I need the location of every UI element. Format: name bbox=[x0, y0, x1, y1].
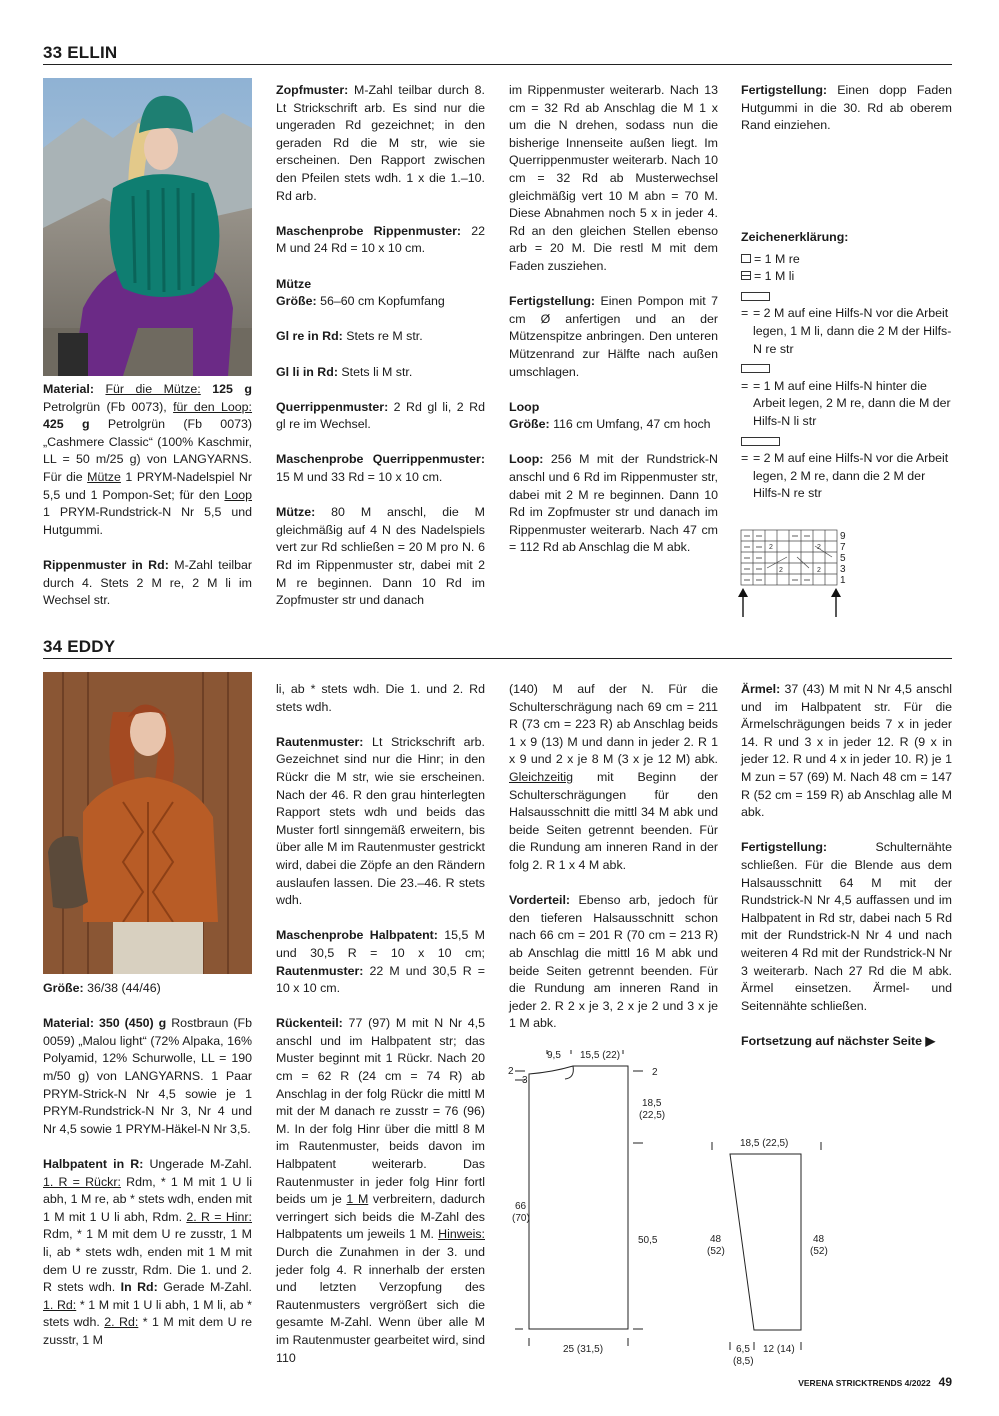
dim-label: (22,5) bbox=[639, 1110, 666, 1121]
vorder-label: Vorderteil: bbox=[509, 893, 571, 908]
text: Durch die Zunahmen in der 3. und jeder folg 4. R innerhalb der ersten und letzten Verzopfung des Rautenmusters vergrößert sich die gesamte M-Zahl. Wenn über alle M im Rautenmuster gearbeitet wird, sind 110 bbox=[276, 1245, 485, 1365]
ellin-col-2 bbox=[276, 82, 485, 627]
dim-label: (52) bbox=[810, 1246, 828, 1257]
text bbox=[94, 382, 106, 396]
chart-row-label: 1 bbox=[840, 575, 846, 586]
text: Lt Strickschrift arb. Gezeichnet sind nur die Hinr; in den Rückr die M str, wie sie erscheinen. Nach der 46. R den grau hinterlegten Rapport stets wdh und beids das Muster fortl sinngemäß erweitern, bis über alle M im Rautenmuster gestrickt wird, dabei die Zöpfe an den Rändern auslaufen lassen. Die 23.–46. R stets wdh. bbox=[276, 734, 485, 908]
dim-label: 12 (14) bbox=[763, 1344, 795, 1355]
text: M-Zahl teilbar durch 4. Stets 2 M re, 2 M li im Wechsel str. bbox=[43, 557, 252, 608]
text: M-Zahl teilbar durch 8. Lt Strickschrift arb. Es sind nur die ungeraden Rd gezeichnet; in den geraden Rd die M str, wie sie erscheinen. Den Rapport zwischen den Pfeilen stets wdh. 1 x die 1.–10. Rd arb. bbox=[276, 83, 485, 203]
legend-text: = 1 M auf eine Hilfs-N hinter die Arbeit legen, 2 M re, dann die M der Hilfs-N li str bbox=[753, 378, 951, 428]
underlined-term: 1. Rd: bbox=[43, 1297, 77, 1312]
text: Stets re M str. bbox=[342, 329, 423, 344]
eddy-photo bbox=[43, 672, 252, 974]
text: Einen dopp Faden Hutgummi in die 30. Rd ab oberem Rand einziehen. bbox=[741, 83, 952, 133]
text: 1 PRYM-Rundstrick-N Nr 5,5 und Hutgummi. bbox=[43, 505, 252, 537]
text: Petrolgrün (Fb 0073), bbox=[43, 399, 174, 414]
glli-label: Gl li in Rd: bbox=[276, 364, 338, 379]
dim-label: (70) bbox=[512, 1213, 530, 1224]
subheading: Mütze bbox=[276, 276, 312, 291]
text: 37 (43) M mit N Nr 4,5 anschl und im Halbpatent str. Für die Ärmelschrägungen beids 7 x in jeder 14. R und 3 x in jeder 12. R (9 x in jeder 12. R und 4 x in jeder 10. R) je 1 M zun = 57 (69) M. Nach 48 cm = 147 R (52 cm = 159 R) ab Anschlag alle M abk. bbox=[741, 682, 952, 820]
svg-text:2: 2 bbox=[779, 567, 783, 574]
section-rule bbox=[43, 64, 952, 65]
text: 36/38 (44/46) bbox=[83, 981, 161, 995]
text: 56–60 cm Kopfumfang bbox=[316, 294, 445, 309]
chart-row-label: 5 bbox=[840, 553, 846, 564]
probe-label: Maschenprobe Halbpatent: bbox=[276, 928, 438, 943]
text: mit Beginn der Schulterschrägungen für den Halsausschnitt die mittl 34 M abk und beide Seiten getrennt beenden. Für die Rundung am inneren Rand in der folg 2. R 1 x 4 M abk. bbox=[509, 769, 718, 872]
dim-label: 48 bbox=[813, 1234, 825, 1245]
text: Rostbraun (Fb 0059) „Malou light“ (72% Alpaka, 16% Polyamid, 12% Schurwolle, LL = 190 m/50 g) von LANGYARNS. 1 Paar PRYM-Strick-N Nr 4,5 sowie je 1 PRYM-Rundstrick-N Nr 3, Nr 4 und Nr 4,5 sowie 1 PRYM-Häkel-N Nr 3,5. bbox=[43, 1016, 253, 1136]
underlined-term: 1. R = Rückr: bbox=[43, 1174, 121, 1189]
dim-label: (8,5) bbox=[733, 1356, 754, 1367]
underlined-term: 2. Rd: bbox=[104, 1315, 139, 1330]
text: Stets li M str. bbox=[337, 364, 413, 379]
fertig-label: Fertigstellung: bbox=[509, 294, 596, 309]
text: Rdm, * 1 M mit 1 U li abh, 1 M re, ab * stets wdh, enden mit 1 M mit 1 U li abh, Rdm. bbox=[43, 1174, 252, 1224]
underlined-term: Loop bbox=[224, 487, 252, 502]
probe-label: Maschenprobe Rippenmuster: bbox=[276, 223, 462, 238]
probe-label: Rautenmuster: bbox=[276, 963, 364, 978]
amount: 125 g bbox=[200, 382, 252, 396]
underlined-term: Hinweis: bbox=[438, 1227, 485, 1242]
material-label: Material: 350 (450) g bbox=[43, 1016, 167, 1031]
dim-label: 15,5 (22) bbox=[580, 1050, 621, 1061]
text: 15 M und 33 Rd = 10 x 10 cm. bbox=[276, 470, 443, 485]
text: 2 Rd gl li, 2 Rd gl re im Wechsel. bbox=[276, 399, 485, 432]
text: 1 PRYM-Nadelspiel Nr 5,5 und 1 Pompon-Set; für den bbox=[43, 469, 252, 502]
text: 80 M anschl, die M gleichmäßig auf 4 N des Nadelspiels vert zur Rd schließen = 20 M pro N. 6 Rd im Rippenmuster str, dabei mit 2 M re beginnen. Dann 10 Rd im Zopfmuster str und danach bbox=[276, 505, 485, 608]
halb-label: Halbpatent in R: bbox=[43, 1156, 144, 1171]
eddy-col-4 bbox=[741, 681, 952, 1068]
text: * 1 M mit 1 U li abh, 1 M li, ab * stets wdh. bbox=[43, 1297, 252, 1330]
rippen-label: Rippenmuster in Rd: bbox=[43, 557, 169, 572]
text: Ungerade M-Zahl. bbox=[143, 1156, 252, 1171]
underlined-term: 1 M bbox=[346, 1192, 369, 1207]
ellin-photo bbox=[43, 78, 252, 376]
dim-label: 18,5 (22,5) bbox=[740, 1138, 789, 1149]
magazine-name: VERENA STRICKTRENDS 4/2022 bbox=[798, 1378, 931, 1388]
dim-label: 48 bbox=[710, 1234, 722, 1245]
chart-row-label: 9 bbox=[840, 531, 846, 542]
material-hat-label: Für die Mütze: bbox=[105, 382, 201, 396]
svg-text:2: 2 bbox=[817, 544, 821, 551]
material-loop-label: für den Loop: bbox=[173, 399, 253, 414]
legend-text: = 1 M li bbox=[754, 269, 795, 284]
dim-label: 2 bbox=[508, 1066, 514, 1077]
text: verbreitern, dadurch verringert sich beids die M-Zahl des Halbpatents um jeweils 1 M. bbox=[276, 1192, 485, 1242]
ellin-col-4 bbox=[741, 82, 952, 152]
legend-text: = 2 M auf eine Hilfs-N vor die Arbeit legen, 1 M li, dann die 2 M der Hilfs-N re str bbox=[753, 306, 952, 356]
text: 77 (97) M mit N Nr 4,5 anschl und im Halbpatent str; das Muster beginnt mit 1 Rückr. Nach 20 cm = 62 R (24 cm = 74 R) ab Anschlag in der folg Rückr die mittl M mit der M danach re zusstr = 76 (96) M. In der folg Hinr über die mittl 8 M im Rautenmuster, beids davon im Halbpatent weiterarb. Das Rautenmuster in jeder folg Hinr fortl beids um je bbox=[276, 1016, 485, 1207]
bold-term: In Rd: bbox=[120, 1280, 158, 1295]
text: * 1 M mit dem U re zusstr, 1 M bbox=[43, 1315, 253, 1347]
purl-stitch-symbol bbox=[741, 271, 751, 280]
amount: 425 g bbox=[43, 417, 90, 432]
dim-label: 50,5 bbox=[638, 1235, 658, 1246]
groesse-label: Größe: bbox=[276, 294, 317, 309]
quer-label: Querrippenmuster: bbox=[276, 399, 389, 414]
page-number: 49 bbox=[938, 1375, 952, 1389]
text: 256 M mit der Rundstrick-N anschl und 6 Rd im Rippenmuster str, dabei mit 2 M re beginnen. Dann 10 Rd im Zopfmuster str und danach im Rippenmuster weiterarb. Nach 47 cm = 112 Rd ab Anschlag die M abk. bbox=[509, 452, 718, 555]
text: 15,5 M und 30,5 R = 10 x 10 cm; bbox=[276, 928, 485, 960]
aermel-label: Ärmel: bbox=[741, 682, 781, 696]
muetze-label: Mütze: bbox=[276, 505, 316, 520]
rueck-label: Rückenteil: bbox=[276, 1016, 343, 1031]
svg-text:2: 2 bbox=[817, 567, 821, 574]
loop-label: Loop: bbox=[509, 452, 544, 467]
text: 22 M und 30,5 R = 10 x 10 cm. bbox=[276, 963, 485, 996]
cable-back-purl-symbol bbox=[741, 364, 770, 373]
underlined-term: 2. R = Hinr: bbox=[186, 1209, 252, 1224]
material-label: Material: bbox=[43, 382, 94, 396]
raute-label: Rautenmuster: bbox=[276, 734, 364, 749]
section-rule bbox=[43, 658, 952, 659]
eddy-col-3 bbox=[509, 681, 718, 1050]
chart-row-label: 3 bbox=[840, 564, 846, 575]
text: Ebenso arb, jedoch für den tieferen Halsausschnitt schon nach 66 cm = 201 R (70 cm = 213 R) ab Anschlag die mittl 16 M abk und beide Seiten getrennt beenden. Für die Rundung am inneren Rand in jeder 2. R 2 x je 3, 2 x je 2 und 3 x je 1 M abk. bbox=[509, 893, 718, 1031]
svg-text:2: 2 bbox=[769, 544, 773, 551]
dim-label: 66 bbox=[515, 1201, 527, 1212]
legend: Zeichenerklärung: = 1 M re = 1 M li = = 2 M auf eine Hilfs-N vor die Arbeit legen, 1 M li, dann die 2 M der Hilfs-N re str = = 1 M auf eine Hilfs-N hinter die Arbeit legen, 2 M re, dann die M der Hilfs-N li str = = 2 M auf eine Hilfs-N vor die Arbeit legen, 2 M re, dann die 2 M der Hilfs-N re str bbox=[741, 229, 952, 503]
eddy-col-1 bbox=[43, 980, 252, 1367]
legend-text: = 2 M auf eine Hilfs-N vor die Arbeit legen, 2 M re, dann die 2 M der Hilfs-N re str bbox=[753, 451, 949, 501]
probe2-label: Maschenprobe Querrippenmuster: bbox=[276, 452, 485, 467]
dim-label: (52) bbox=[707, 1246, 725, 1257]
legend-text: = 1 M re bbox=[754, 251, 800, 266]
dim-label: 25 (31,5) bbox=[563, 1344, 604, 1355]
ellin-knitting-chart bbox=[737, 527, 857, 619]
section-title-eddy: 34 EDDY bbox=[43, 637, 116, 656]
text: Gerade M-Zahl. bbox=[157, 1280, 252, 1295]
groesse-label: Größe: bbox=[43, 981, 84, 995]
ellin-col-3 bbox=[509, 82, 718, 575]
fertig-label: Fertigstellung: bbox=[741, 840, 828, 855]
subheading: Loop bbox=[509, 399, 540, 414]
text: (140) M auf der N. Für die Schulterschrägung nach 69 cm = 211 R (73 cm = 223 R) ab Anschlag beids 1 x 9 (13) M und dann in jeder 2. R 1 x 9 und 2 x je 8 M (3 x je 12 M) abk. bbox=[509, 682, 718, 767]
cable-front-purl-symbol bbox=[741, 292, 770, 301]
ellin-col-1 bbox=[43, 381, 252, 627]
text: Schulternähte schließen. Für die Blende aus dem Halsausschnitt 64 M mit der Rundstrick-N Nr 4,5 auffassen und im Halbpatent in Rd str, dabei nach 5 Rd mit der Rundstrick-N Nr 4 und nach weiteren 4 Rd mit der Rundstrick-N Nr 3 weiterarb. Nach 27 Rd die M abk. Ärmel einsetzen. Ärmel- und Seitennähte schließen. bbox=[741, 840, 952, 1013]
dim-label: 3 bbox=[522, 1075, 528, 1086]
footer bbox=[798, 1374, 952, 1393]
underlined-term: Gleichzeitig bbox=[509, 769, 574, 784]
cable-front-knit-symbol bbox=[741, 437, 780, 446]
zopf-label: Zopfmuster: bbox=[276, 83, 349, 97]
text: Einen Pompon mit 7 cm Ø anfertigen und an der Mützenspitze anbringen. Den unteren Mützenrand zur Hälfte nach außen umschlagen. bbox=[509, 294, 718, 379]
knit-stitch-symbol bbox=[741, 254, 751, 263]
section-title-ellin: 33 ELLIN bbox=[43, 43, 118, 62]
legend-heading: Zeichenerklärung: bbox=[741, 230, 849, 244]
fertig-label: Fertigstellung: bbox=[741, 83, 828, 97]
text: im Rippenmuster weiterarb. Nach 13 cm = 32 Rd ab Anschlag die M 1 x um die N drehen, sodass nun die bisherige Innenseite außen liegt. Im Querrippenmuster weiterarb. Nach 10 cm = 32 Rd ab Musterwechsel gleichmäßig vert 10 M abn = 70 M. Diese Abnahmen noch 5 x in jeder 4. Rd an den gleichen Stellen ebenso arb = 20 M. Die restl M mit dem Faden zusziehen. bbox=[509, 83, 718, 273]
continue-link[interactable]: Fortsetzung auf nächster Seite ▶ bbox=[741, 1033, 936, 1048]
dim-label: 6,5 bbox=[736, 1344, 750, 1355]
glre-label: Gl re in Rd: bbox=[276, 329, 343, 344]
body-schematic bbox=[505, 1038, 685, 1368]
sleeve-schematic bbox=[700, 1130, 835, 1370]
chart-row-label: 7 bbox=[840, 542, 846, 553]
text: Petrolgrün (Fb 0073) „Cashmere Classic“ (100% Kaschmir, LL = 50 m/25 g) von LANGYARNS. Für die bbox=[43, 417, 252, 484]
text: Rdm, * 1 M mit dem U re zusstr, 1 M li, ab * stets wdh, enden mit 1 M mit dem U re zusstr, Rdm. Die 1. und 2. R stets wdh. bbox=[43, 1227, 252, 1295]
text: 22 M und 24 Rd = 10 x 10 cm. bbox=[276, 223, 485, 256]
text: li, ab * stets wdh. Die 1. und 2. Rd stets wdh. bbox=[276, 682, 485, 714]
dim-label: 18,5 bbox=[642, 1098, 662, 1109]
text: 116 cm Umfang, 47 cm hoch bbox=[549, 417, 711, 432]
eddy-col-2 bbox=[276, 681, 485, 1385]
dim-label: 2 bbox=[652, 1067, 658, 1078]
groesse-label: Größe: bbox=[509, 417, 550, 432]
dim-label: 9,5 bbox=[547, 1050, 561, 1061]
underlined-term: Mütze bbox=[87, 469, 121, 484]
